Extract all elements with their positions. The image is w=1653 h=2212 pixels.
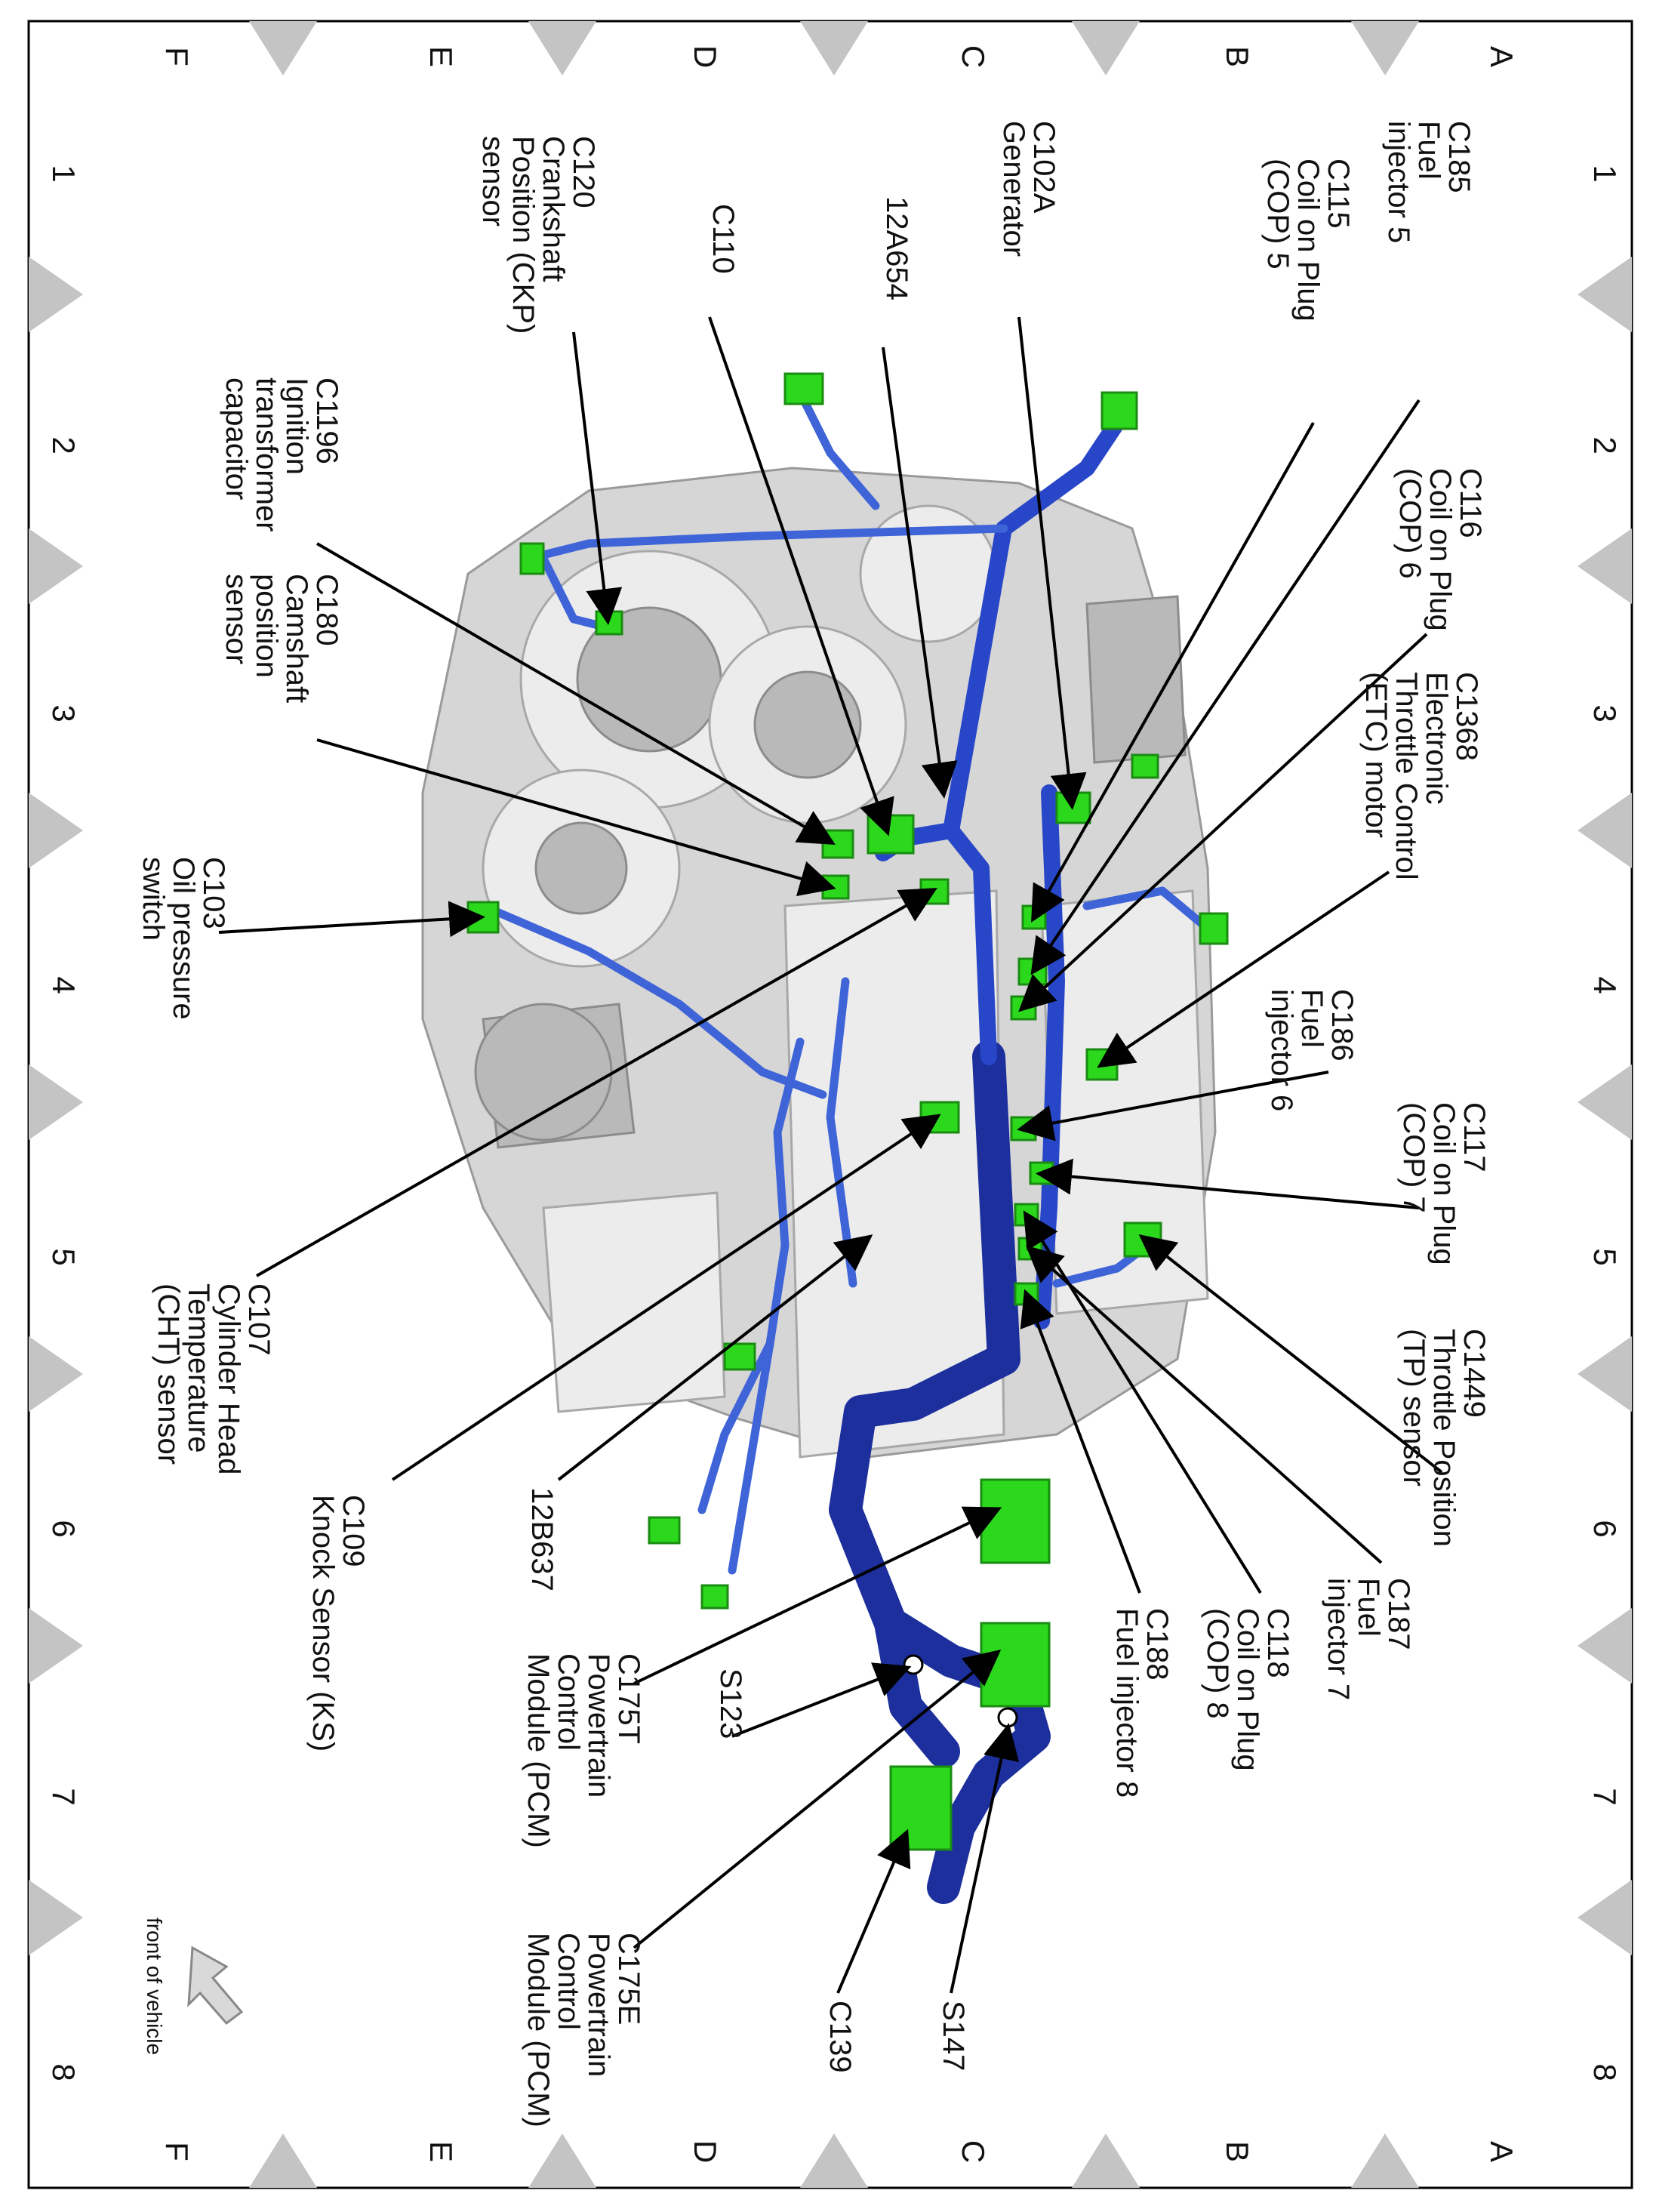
grid-number-1-right: 1: [1587, 165, 1623, 183]
label-c103: C103 Oil pressure switch: [137, 857, 230, 1020]
connector-c175t: [981, 1480, 1049, 1563]
connector-c188: [1015, 1283, 1038, 1305]
grid-letter-b-bottom: B: [1220, 2140, 1255, 2163]
grid-letter-e: E: [423, 45, 459, 68]
grid-number-7-left: 7: [46, 1788, 82, 1806]
grid-number-8-right: 8: [1587, 2063, 1623, 2081]
label-c110: C110: [706, 204, 740, 274]
connector-c120: [596, 612, 622, 634]
label-c117: C117 Coil on Plug (COP) 7: [1397, 1102, 1491, 1265]
label-c186: C186 Fuel injector 6: [1265, 989, 1359, 1112]
label-s147: S147: [937, 2001, 970, 2072]
grid-letter-f-bottom: F: [159, 2142, 195, 2161]
grid-letter-e-bottom: E: [423, 2140, 459, 2163]
connector-c1449: [1125, 1223, 1161, 1256]
grid-number-3-left: 3: [46, 704, 82, 722]
label-c180: C180 Camshaft position sensor: [220, 574, 343, 704]
connector-c102a: [1057, 793, 1090, 823]
front-of-vehicle-arrow-icon: [189, 1948, 242, 2023]
connector-misc-1: [785, 374, 823, 404]
connector-misc-6: [702, 1585, 728, 1608]
label-c109: C109 Knock Sensor (KS): [306, 1495, 370, 1752]
splice-s147: [999, 1708, 1017, 1727]
grid-number-4-left: 4: [46, 976, 82, 994]
leader-c139: [838, 1835, 906, 1993]
front-of-vehicle-label: front of vehicle: [143, 1918, 166, 2056]
connector-c185: [1019, 959, 1046, 984]
grid-letter-c: C: [956, 45, 991, 69]
grid-letter-f: F: [159, 47, 195, 66]
grid-number-1-left: 1: [46, 165, 82, 183]
grid-number-7-right: 7: [1587, 1788, 1623, 1806]
connector-misc-5: [649, 1517, 679, 1543]
splice-s123: [904, 1656, 922, 1674]
label-c185: C185 Fuel injector 5: [1382, 121, 1476, 244]
connector-c1196: [823, 830, 853, 858]
label-c187: C187 Fuel injector 7: [1322, 1578, 1415, 1701]
connector-c139: [891, 1767, 951, 1850]
grid-number-8-left: 8: [46, 2063, 82, 2081]
label-12a654: 12A654: [880, 196, 913, 300]
label-c102a: C102A Generator: [997, 121, 1060, 257]
grid-letter-a: A: [1484, 45, 1519, 68]
grid-number-4-right: 4: [1587, 976, 1623, 994]
grid-letter-c-bottom: C: [956, 2140, 991, 2164]
connector-c175e: [981, 1623, 1049, 1706]
connector-c107: [921, 880, 948, 904]
label-c107: C107 Cylinder Head Temperature (CHT) sensor: [152, 1283, 276, 1475]
grid-letter-b: B: [1220, 45, 1255, 68]
label-c139: C139: [823, 2001, 857, 2073]
label-c188: C188 Fuel injector 8: [1110, 1608, 1174, 1798]
label-c175t: C175T Powertrain Control Module (PCM): [522, 1653, 645, 1848]
label-c175e: C175E Powertrain Control Module (PCM): [522, 1933, 645, 2127]
grid-number-6-left: 6: [46, 1520, 82, 1538]
label-c116: C116 Coil on Plug (COP) 6: [1393, 468, 1487, 631]
label-c1368: C1368 Electronic Throttle Control (ETC) motor: [1359, 672, 1483, 880]
connector-misc-3: [521, 544, 543, 574]
grid-number-5-left: 5: [46, 1248, 82, 1266]
leader-s123: [732, 1668, 906, 1736]
connector-c109: [921, 1102, 959, 1132]
leader-c1449: [1144, 1238, 1442, 1472]
label-c1449: C1449 Throttle Position (TP) sensor: [1397, 1329, 1491, 1548]
label-c1196: C1196 Ignition transformer capacitor: [220, 377, 343, 532]
grid-number-2-left: 2: [46, 436, 82, 454]
label-s123: S123: [714, 1668, 747, 1739]
grid-number-2-right: 2: [1587, 436, 1623, 454]
grid-number-5-right: 5: [1587, 1248, 1623, 1266]
grid-letter-d: D: [688, 45, 723, 69]
label-12b637: 12B637: [525, 1487, 559, 1591]
label-c115: C115 Coil on Plug (COP) 5: [1261, 159, 1355, 322]
connector-c110: [868, 815, 913, 853]
grid-letter-a-bottom: A: [1484, 2140, 1519, 2163]
grid-number-3-right: 3: [1587, 704, 1623, 722]
label-c120: C120 Crankshaft Position (CKP) sensor: [476, 136, 600, 334]
connector-misc-7: [1200, 913, 1227, 944]
grid-letter-d-bottom: D: [688, 2140, 723, 2164]
connector-c118: [1015, 1204, 1038, 1225]
label-c118: C118 Coil on Plug (COP) 8: [1201, 1608, 1294, 1771]
connector-misc-8: [1132, 755, 1158, 778]
connector-misc-2: [1102, 393, 1137, 429]
grid-number-6-right: 6: [1587, 1520, 1623, 1538]
